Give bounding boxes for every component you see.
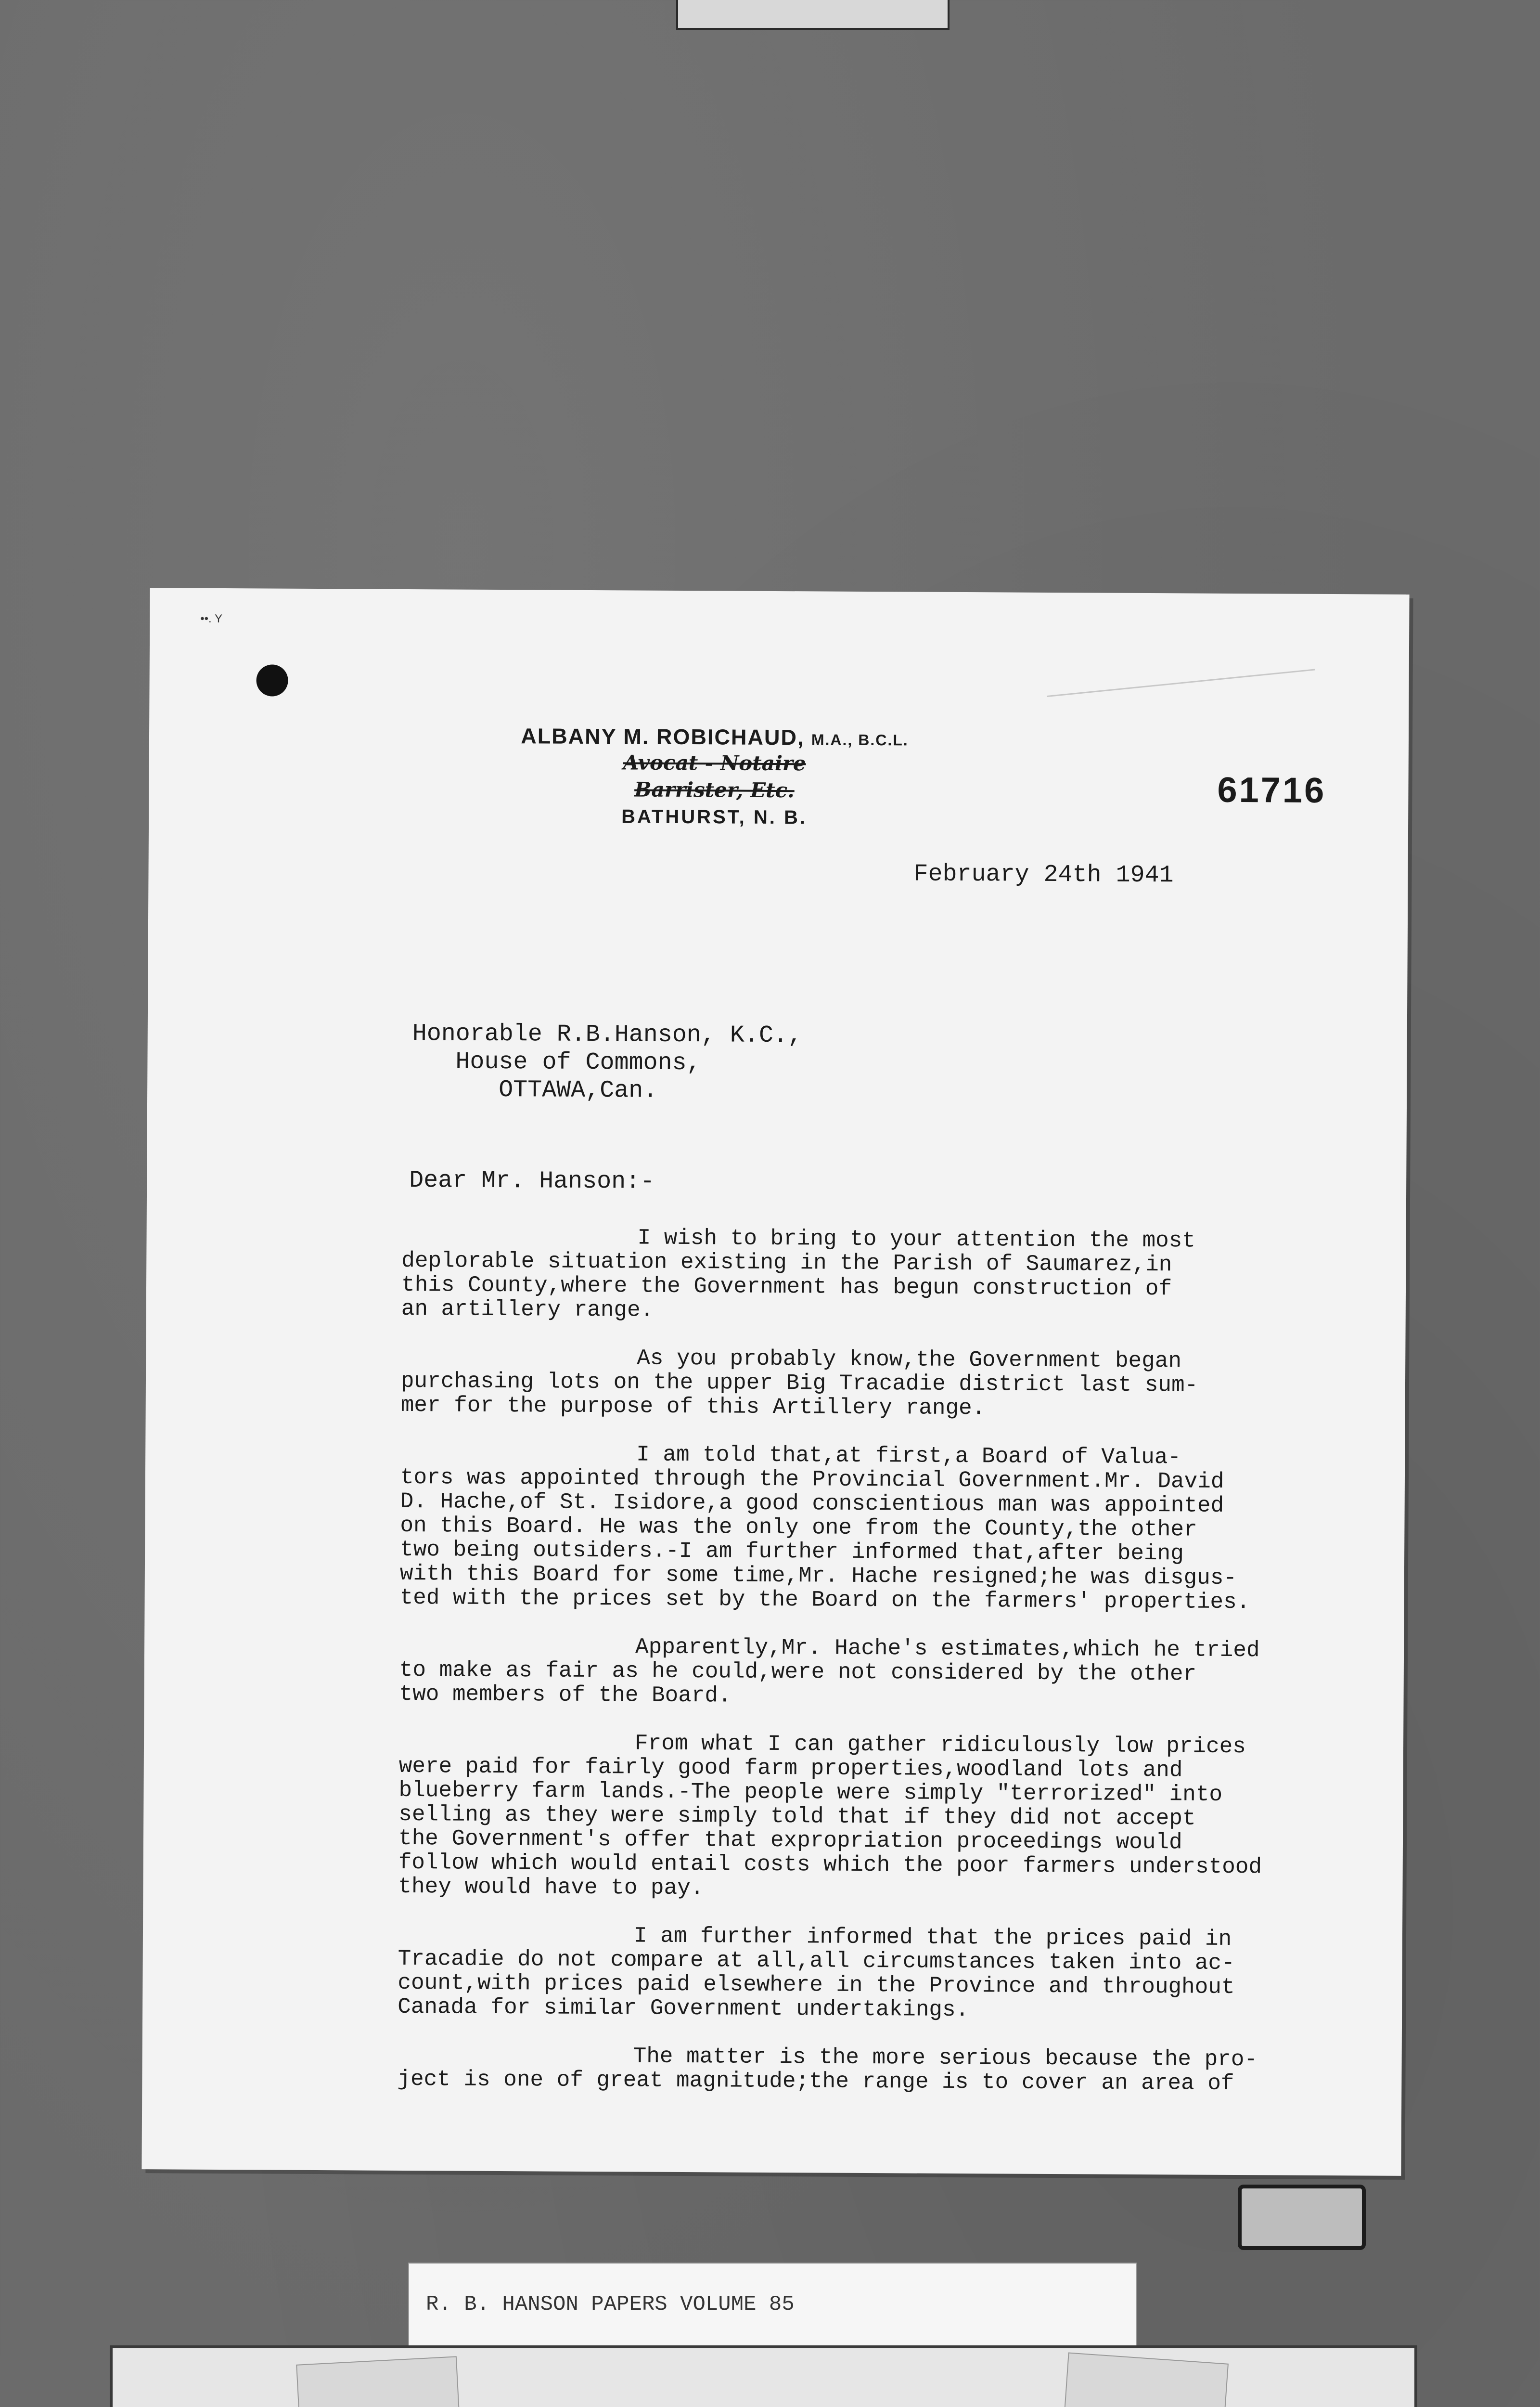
text-line: Tracadie do not compare at all,all circumstances taken into ac- bbox=[398, 1946, 1235, 1976]
recipient-address bbox=[412, 1020, 802, 1106]
text-line: I am further informed that the prices paid in bbox=[633, 1923, 1232, 1952]
paragraph bbox=[401, 1345, 1393, 1423]
text-line: with this Board for some time,Mr. Hache resigned;he was disgus- bbox=[399, 1561, 1237, 1591]
faint-pencil-annotation bbox=[1044, 635, 1315, 697]
volume-label-text: R. B. HANSON PAPERS VOLUME 85 bbox=[426, 2292, 795, 2316]
address-line: Honorable R.B.Hanson, K.C., bbox=[412, 1020, 803, 1050]
text-line: to make as fair as he could,were not considered by the other bbox=[399, 1657, 1197, 1687]
text-line: blueberry farm lands.-The people were simply "terrorized" into bbox=[398, 1777, 1223, 1807]
text-line: were paid for fairly good farm properties,woodland lots and bbox=[398, 1753, 1183, 1783]
archive-card bbox=[110, 2345, 1417, 2407]
document-number: 61716 bbox=[1217, 769, 1326, 810]
text-line: two being outsiders.-I am further informed that,after being bbox=[400, 1537, 1184, 1566]
address-line: OTTAWA,Can. bbox=[412, 1076, 658, 1105]
paragraph bbox=[397, 2043, 1388, 2096]
paragraph bbox=[398, 1730, 1390, 1904]
text-line: they would have to pay. bbox=[398, 1874, 704, 1901]
text-line: D. Hache,of St. Isidore,a good conscientious man was appointed bbox=[400, 1488, 1224, 1518]
text-line: selling as they were simply told that if they did not accept bbox=[398, 1801, 1196, 1831]
salutation: Dear Mr. Hanson:- bbox=[409, 1167, 655, 1196]
paper-clip bbox=[1238, 2185, 1366, 2250]
text-line: on this Board. He was the only one from the County,the other bbox=[400, 1513, 1197, 1542]
text-line: this County,where the Government has begun construction of bbox=[401, 1272, 1172, 1302]
text-line: I wish to bring to your attention the most bbox=[637, 1225, 1196, 1254]
tape-strip bbox=[296, 2356, 461, 2407]
text-line: Apparently,Mr. Hache's estimates,which he tried bbox=[635, 1634, 1260, 1663]
paragraph bbox=[398, 1923, 1389, 2024]
letterhead-title-en: Barrister, Etc. bbox=[634, 777, 795, 802]
text-line: ted with the prices set by the Board on the farmers' properties. bbox=[399, 1585, 1250, 1615]
text-line: deplorable situation existing in the Parish of Saumarez,in bbox=[401, 1248, 1172, 1278]
text-line: As you probably know,the Government began bbox=[637, 1346, 1182, 1374]
text-line: follow which would entail costs which the poor farmers understood bbox=[398, 1850, 1262, 1880]
tape-strip bbox=[1063, 2353, 1229, 2407]
paragraph bbox=[401, 1225, 1393, 1326]
letterhead-name-text: ALBANY M. ROBICHAUD, bbox=[521, 724, 805, 750]
text-line: Canada for similar Government undertakings. bbox=[398, 1994, 969, 2023]
text-line: the Government's offer that expropriation proceedings would bbox=[398, 1825, 1182, 1855]
text-line: I am told that,at first,a Board of Valua- bbox=[636, 1442, 1181, 1470]
letter-date: February 24th 1941 bbox=[913, 860, 1174, 890]
text-line: count,with prices paid elsewhere in the Province and throughout bbox=[398, 1970, 1235, 2000]
punch-hole bbox=[256, 664, 288, 696]
text-line: The matter is the more serious because the pro- bbox=[633, 2044, 1258, 2072]
text-line: From what I can gather ridiculously low prices bbox=[634, 1731, 1246, 1760]
text-line: tors was appointed through the Provincial Government.Mr. David bbox=[400, 1464, 1224, 1494]
paragraph bbox=[399, 1634, 1391, 1711]
address-line: House of Commons, bbox=[412, 1048, 701, 1077]
text-line: two members of the Board. bbox=[399, 1681, 732, 1708]
letterhead-city: BATHURST, N. B. bbox=[621, 806, 808, 828]
letterhead-title-fr: Avocat - Notaire bbox=[623, 751, 806, 776]
text-line: ject is one of great magnitude;the range is to cover an area of bbox=[397, 2066, 1234, 2096]
letter-body bbox=[397, 1225, 1393, 2121]
letter-page bbox=[141, 588, 1409, 2176]
letterhead-degrees: M.A., B.C.L. bbox=[811, 731, 909, 749]
top-paper-tab bbox=[676, 0, 950, 30]
text-line: mer for the purpose of this Artillery range. bbox=[400, 1392, 986, 1421]
corner-mark: ••. Y bbox=[200, 612, 223, 625]
text-line: purchasing lots on the upper Big Tracadie district last sum- bbox=[400, 1368, 1198, 1398]
paragraph bbox=[400, 1441, 1392, 1615]
text-line: an artillery range. bbox=[401, 1296, 654, 1323]
letterhead-name bbox=[438, 723, 991, 751]
letterhead bbox=[437, 723, 991, 829]
